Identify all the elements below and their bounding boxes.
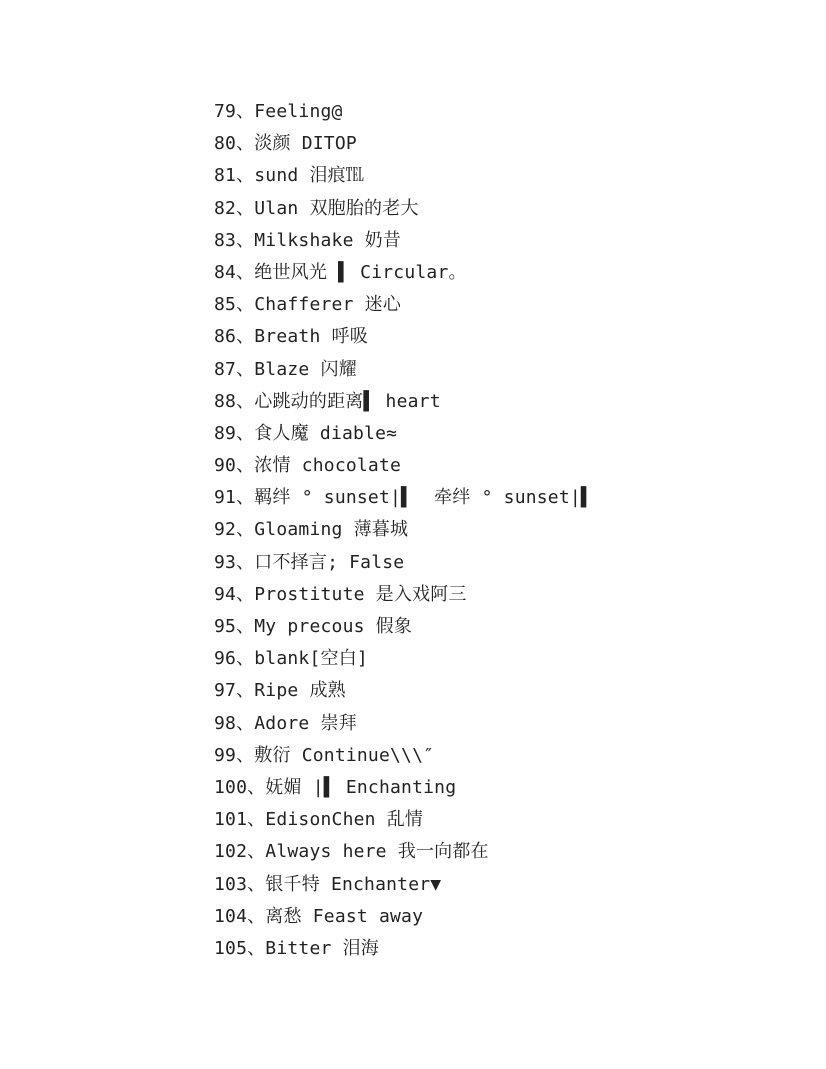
list-item: 92、Gloaming 薄暮城 xyxy=(214,519,409,541)
list-item: 82、Ulan 双胞胎的老大 xyxy=(214,197,419,219)
list-item: 90、浓情 chocolate xyxy=(214,455,402,477)
list-item: 104、离愁 Feast away xyxy=(214,905,424,927)
list-item: 81、sund 泪痕℡ xyxy=(214,165,365,187)
list-item: 86、Breath 呼吸 xyxy=(214,326,368,348)
list-item: 84、绝世风光 ▌ Circular。 xyxy=(214,261,467,283)
list-item: 96、blank[空白] xyxy=(214,648,368,670)
list-item: 91、羁绊 ° sunset|▌ 牵绊 ° sunset|▌ xyxy=(214,487,592,509)
list-item: 93、口不择言; False xyxy=(214,551,405,573)
list-item: 89、食人魔 diable≈ xyxy=(214,422,398,444)
list-item: 100、妩媚 |▌ Enchanting xyxy=(214,776,457,798)
list-item: 102、Always here 我一向都在 xyxy=(214,841,489,863)
name-list xyxy=(214,96,592,965)
list-item: 94、Prostitute 是入戏阿三 xyxy=(214,583,467,605)
list-item: 105、Bitter 泪海 xyxy=(214,937,379,959)
list-item: 85、Chafferer 迷心 xyxy=(214,294,402,316)
list-item: 87、Blaze 闪耀 xyxy=(214,358,357,380)
list-item: 98、Adore 崇拜 xyxy=(214,712,357,734)
list-item: 103、银千特 Enchanter▼ xyxy=(214,873,442,895)
list-item: 101、EdisonChen 乱情 xyxy=(214,809,424,831)
list-item: 88、心跳动的距离▌ heart xyxy=(214,390,441,412)
list-item: 95、My precous 假象 xyxy=(214,616,413,637)
list-item: 99、敷衍 Continue\\\″ xyxy=(214,744,435,766)
list-item: 97、Ripe 成熟 xyxy=(214,680,346,702)
list-item: 80、淡颜 DITOP xyxy=(214,133,357,155)
list-item: 83、Milkshake 奶昔 xyxy=(214,229,402,251)
list-item: 79、Feeling@ xyxy=(214,101,343,122)
